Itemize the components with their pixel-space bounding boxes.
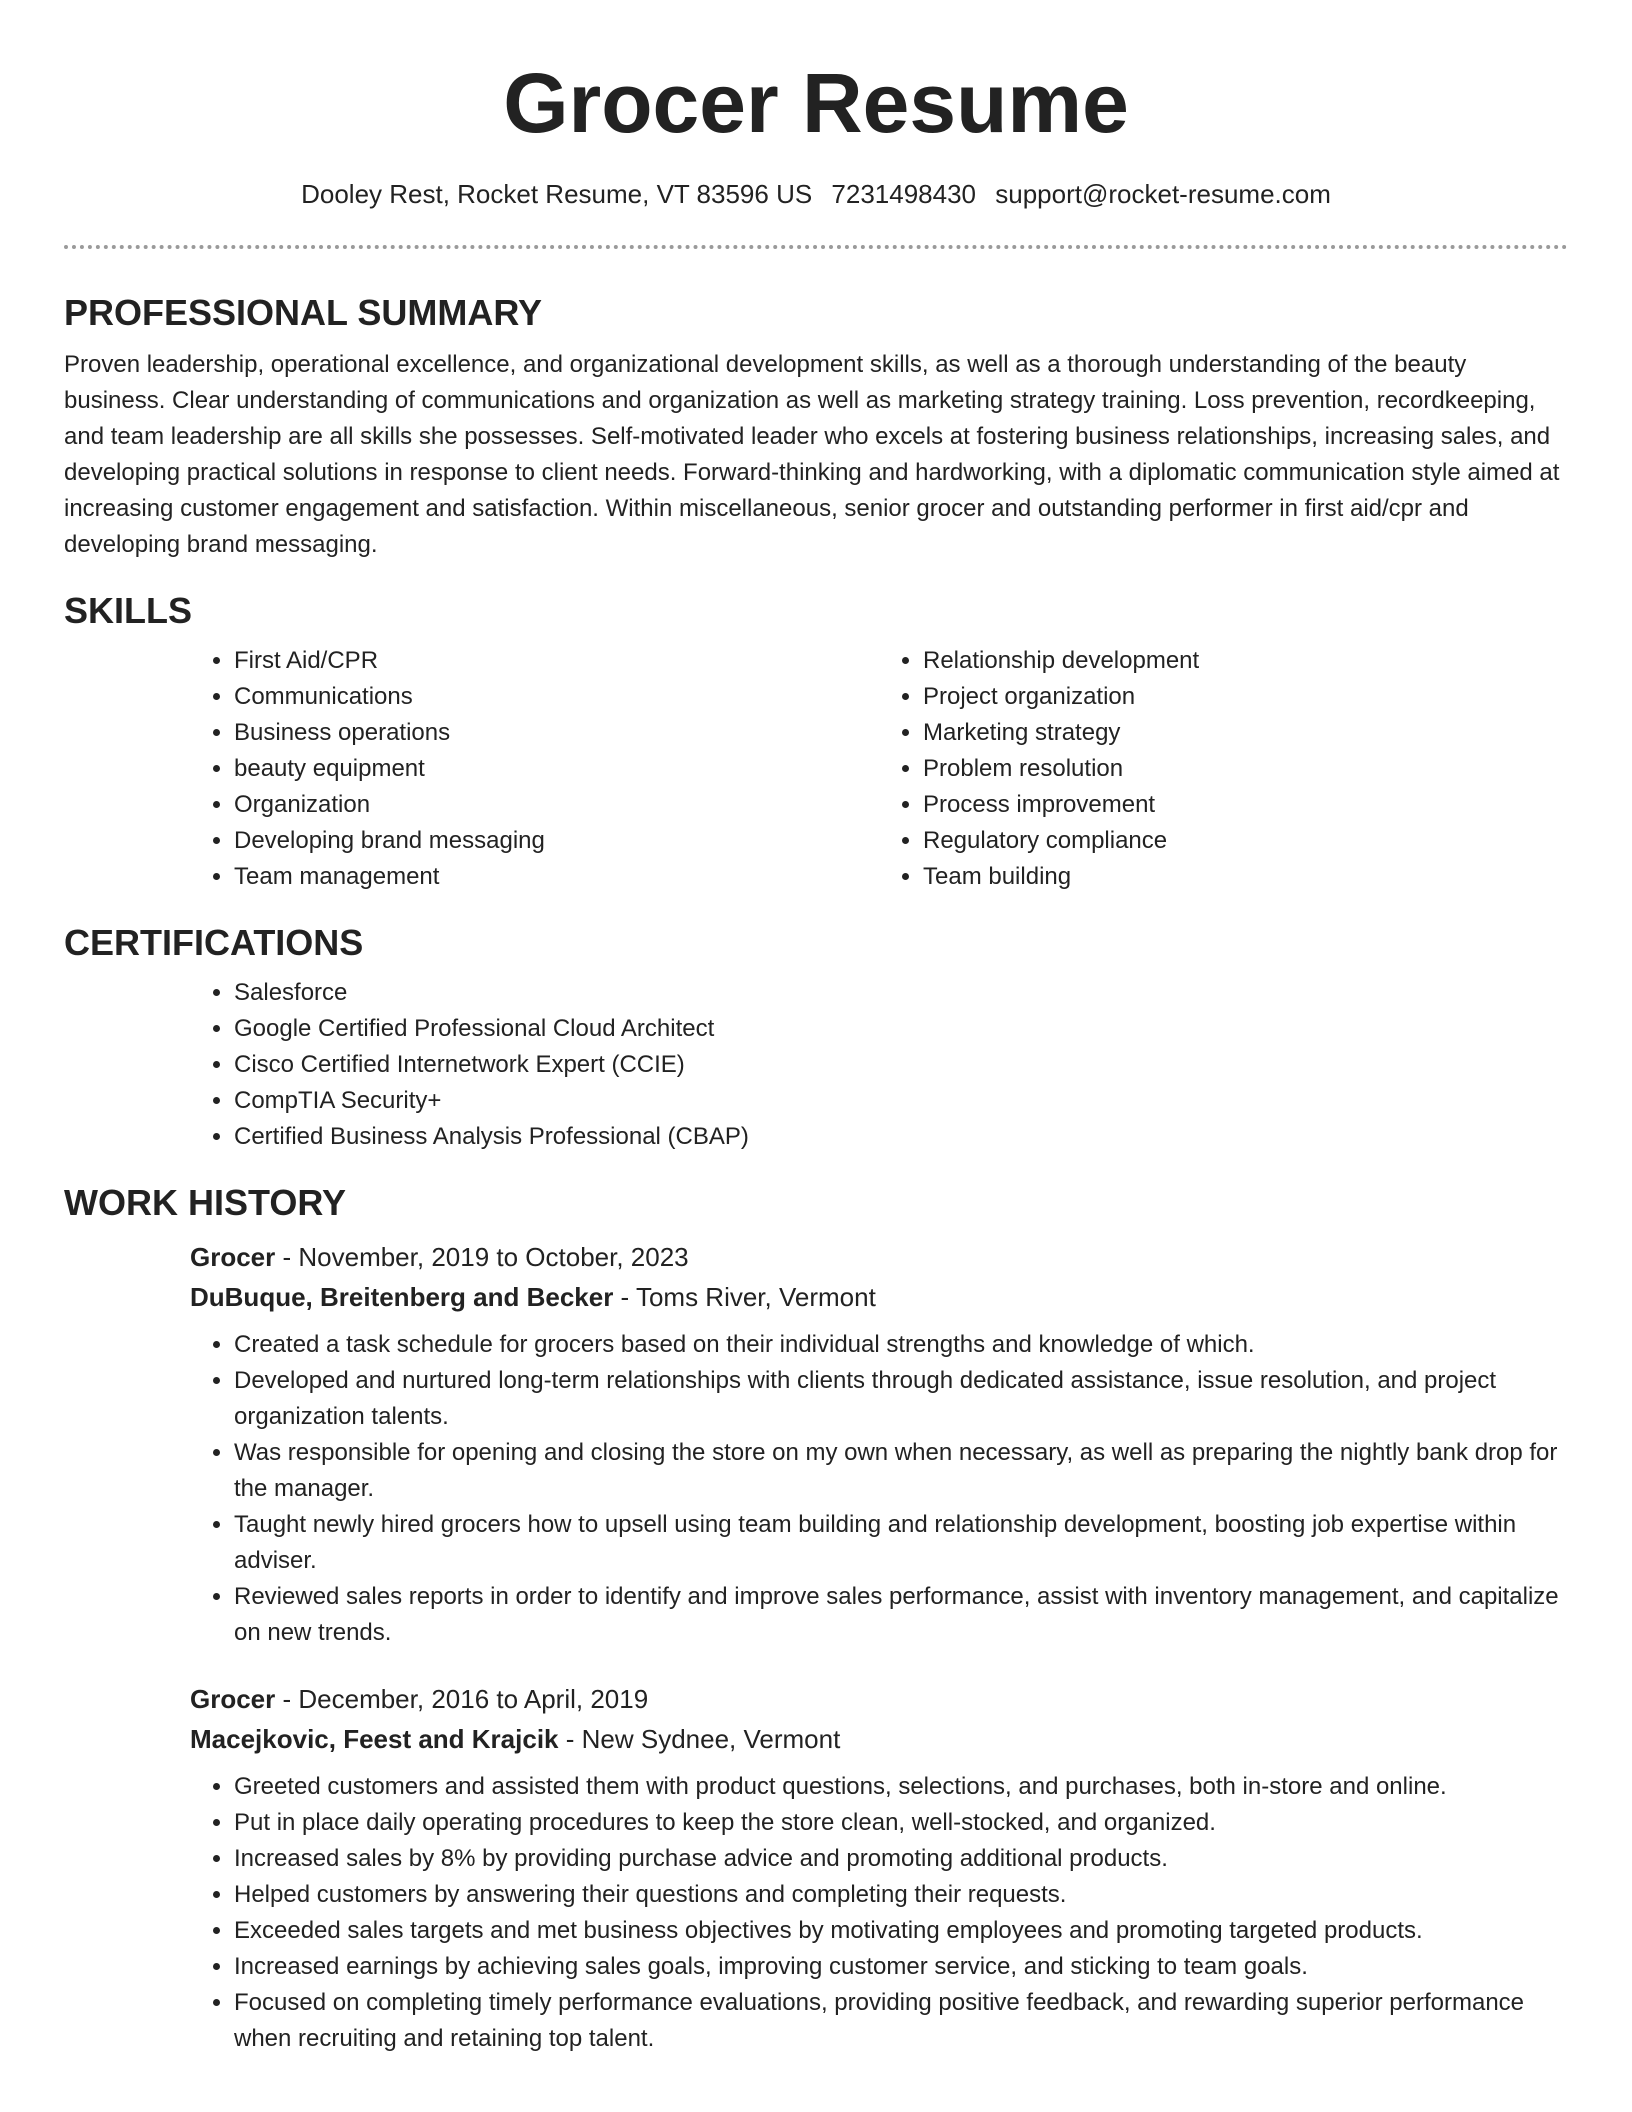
certification-item: • Cisco Certified Internetwork Expert (CCIE): [234, 1047, 1568, 1083]
job-location: - Toms River, Vermont: [613, 1282, 876, 1312]
contact-phone: 7231498430: [831, 179, 977, 209]
job-duty: • Put in place daily operating procedures to keep the store clean, well-stocked, and organized.: [234, 1805, 1568, 1841]
contact-address: Dooley Rest, Rocket Resume, VT 83596 US: [301, 179, 813, 209]
job-title-line: [190, 1679, 1568, 1719]
header-divider: [64, 245, 1568, 249]
job-company-line: [190, 1277, 1568, 1317]
skill-item: • Marketing strategy: [923, 715, 1568, 751]
job-location: - New Sydnee, Vermont: [558, 1724, 841, 1754]
skill-item: • Relationship development: [923, 643, 1568, 679]
certification-item: • Certified Business Analysis Professional (CBAP): [234, 1119, 1568, 1155]
job-title: Grocer: [190, 1684, 276, 1714]
skill-item: • Developing brand messaging: [234, 823, 879, 859]
job-entry: [190, 1237, 1568, 1651]
resume-name: Grocer Resume: [503, 56, 1129, 150]
job-duty: • Developed and nurtured long-term relationships with clients through dedicated assistance, issue resolution, and project organization talents.: [234, 1363, 1568, 1435]
job-title: Grocer: [190, 1242, 276, 1272]
resume-page: [64, 0, 1568, 2057]
work-history-heading: WORK HISTORY: [64, 1182, 347, 1223]
job-company: DuBuque, Breitenberg and Becker: [190, 1282, 614, 1312]
skill-item: • First Aid/CPR: [234, 643, 879, 679]
skill-item: • beauty equipment: [234, 751, 879, 787]
contact-email: support@rocket-resume.com: [995, 179, 1331, 209]
job-duties-list: [190, 1327, 1568, 1651]
skill-item: • Business operations: [234, 715, 879, 751]
skill-item: • Problem resolution: [923, 751, 1568, 787]
skills-list: [190, 643, 1568, 895]
skill-item: • Regulatory compliance: [923, 823, 1568, 859]
contact-line: [64, 178, 1568, 210]
summary-heading: PROFESSIONAL SUMMARY: [64, 292, 543, 333]
job-duty: • Taught newly hired grocers how to upsell using team building and relationship development, boosting job expertise within adviser.: [234, 1507, 1568, 1579]
job-dates: - December, 2016 to April, 2019: [275, 1684, 649, 1714]
job-company-line: [190, 1719, 1568, 1759]
job-duty: • Was responsible for opening and closing the store on my own when necessary, as well as preparing the nightly bank drop for the manager.: [234, 1435, 1568, 1507]
summary-text: Proven leadership, operational excellence, and organizational development skills, as well as a thorough understanding of the beauty business. Clear understanding of communications and organization as well as marketing strategy training. Loss prevention, recordkeeping, and team leadership are all skills she possesses. Self-motivated leader who excels at fostering business relationships, increasing sales, and developing practical solutions in response to client needs. Forward-thinking and hardworking, with a diplomatic communication style aimed at increasing customer engagement and satisfaction. Within miscellaneous, senior grocer and outstanding performer in first aid/cpr and developing brand messaging.: [64, 351, 1560, 558]
certification-item: • Google Certified Professional Cloud Architect: [234, 1011, 1568, 1047]
job-dates: - November, 2019 to October, 2023: [275, 1242, 689, 1272]
job-entry: [190, 1679, 1568, 2057]
job-duty: • Exceeded sales targets and met business objectives by motivating employees and promoting targeted products.: [234, 1913, 1568, 1949]
skills-heading: SKILLS: [64, 590, 193, 631]
skill-item: • Process improvement: [923, 787, 1568, 823]
skill-item: • Organization: [234, 787, 879, 823]
job-duty: • Reviewed sales reports in order to identify and improve sales performance, assist with inventory management, and capitalize on new trends.: [234, 1579, 1568, 1651]
job-duties-list: [190, 1769, 1568, 2057]
skills-left-column: [190, 643, 879, 895]
job-duty: • Increased sales by 8% by providing purchase advice and promoting additional products.: [234, 1841, 1568, 1877]
certification-item: • Salesforce: [234, 975, 1568, 1011]
certifications-heading: CERTIFICATIONS: [64, 922, 364, 963]
job-duty: • Focused on completing timely performance evaluations, providing positive feedback, and rewarding superior performance when recruiting and retaining top talent.: [234, 1985, 1568, 2057]
skills-right-column: [879, 643, 1568, 895]
job-duty: • Increased earnings by achieving sales goals, improving customer service, and sticking to team goals.: [234, 1949, 1568, 1985]
job-duty: • Helped customers by answering their questions and completing their requests.: [234, 1877, 1568, 1913]
skill-item: • Project organization: [923, 679, 1568, 715]
job-company: Macejkovic, Feest and Krajcik: [190, 1724, 559, 1754]
certifications-list: [190, 975, 1568, 1155]
skill-item: • Team management: [234, 859, 879, 895]
skill-item: • Team building: [923, 859, 1568, 895]
job-duty: • Greeted customers and assisted them with product questions, selections, and purchases, both in-store and online.: [234, 1769, 1568, 1805]
certification-item: • CompTIA Security+: [234, 1083, 1568, 1119]
skill-item: • Communications: [234, 679, 879, 715]
job-duty: • Created a task schedule for grocers based on their individual strengths and knowledge of which.: [234, 1327, 1568, 1363]
job-title-line: [190, 1237, 1568, 1277]
